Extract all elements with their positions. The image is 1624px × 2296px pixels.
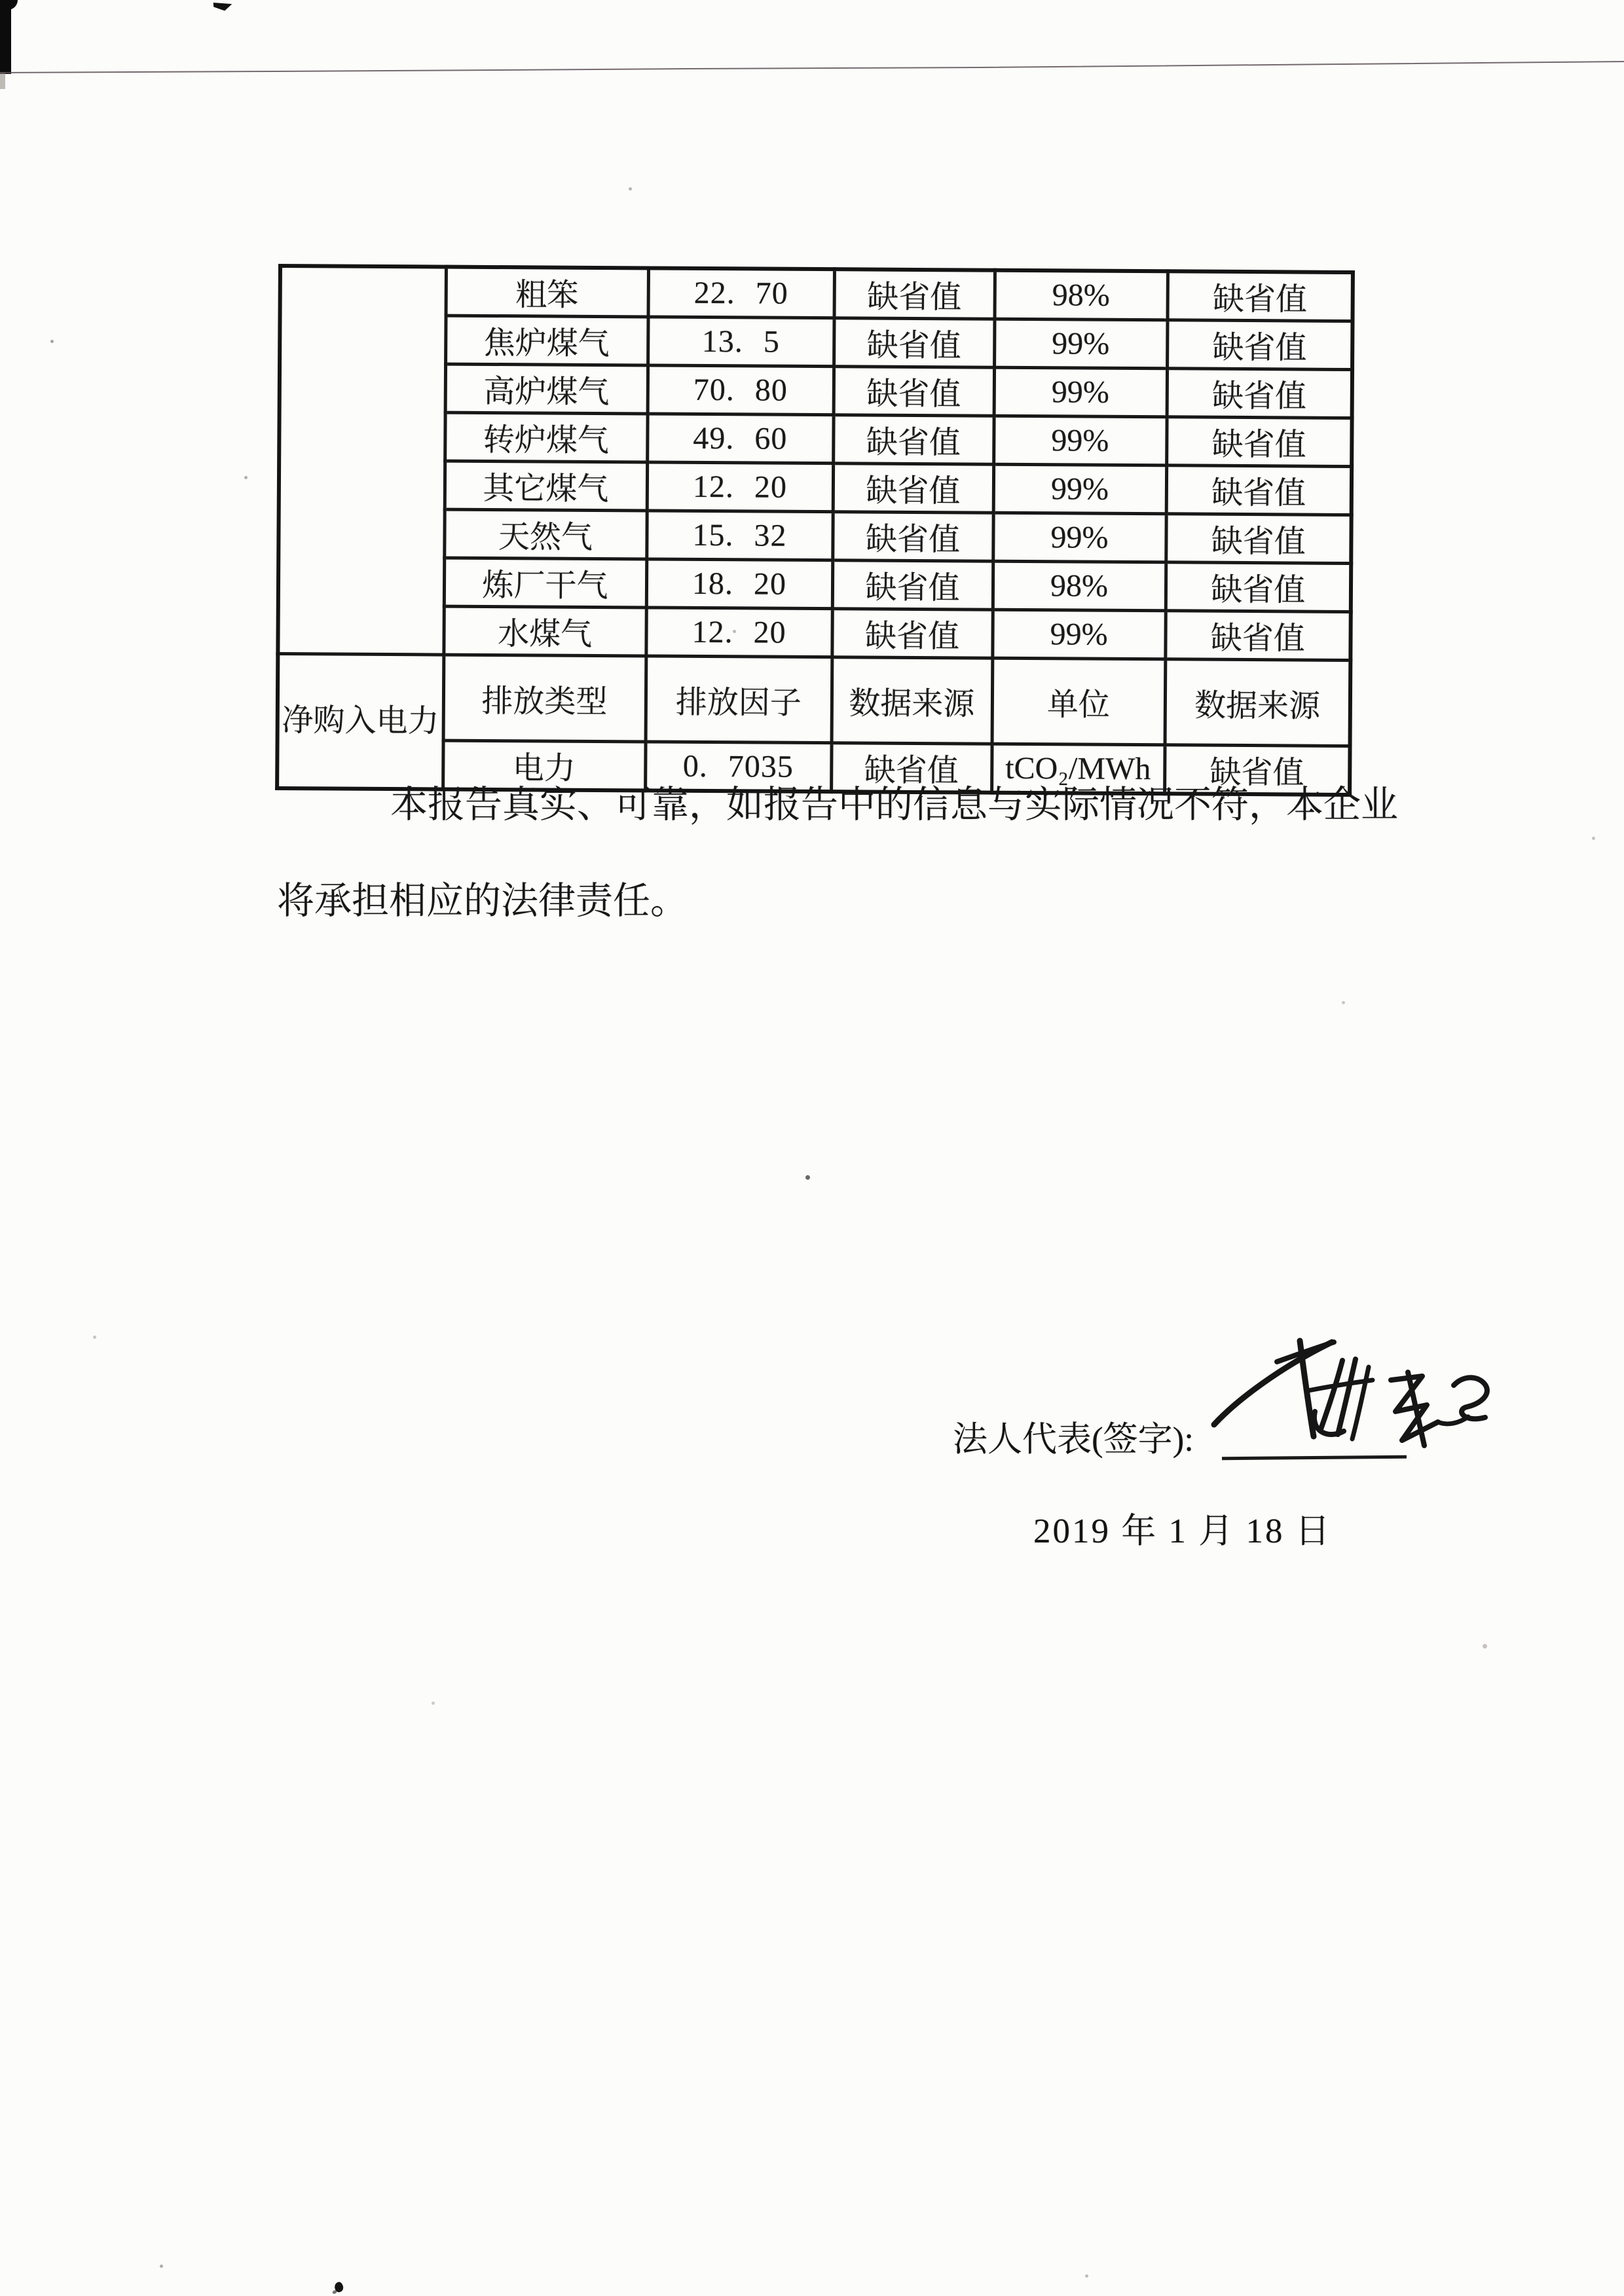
rate-source-cell: 缺省值 (1168, 271, 1353, 321)
emission-type-cell: 电力 (443, 740, 645, 790)
fuel-value-cell: 70. 80 (648, 365, 834, 415)
value-source-cell: 缺省值 (833, 464, 993, 513)
scan-speckles (0, 0, 2, 2)
value-source-cell: 缺省值 (834, 269, 995, 319)
oxidation-rate-cell: 99% (994, 367, 1167, 417)
value-source-cell: 缺省值 (832, 609, 992, 658)
factor-source-cell: 缺省值 (1164, 745, 1350, 795)
rate-source-cell: 缺省值 (1166, 562, 1351, 612)
col-header-emission-type: 排放类型 (443, 655, 646, 742)
scan-fold-line (0, 0, 1624, 85)
rate-source-cell: 缺省值 (1167, 369, 1352, 418)
electricity-header-row (278, 654, 1351, 746)
handwritten-signature (1204, 1320, 1506, 1472)
fuel-value-cell: 49. 60 (647, 414, 833, 464)
rate-source-cell: 缺省值 (1165, 611, 1350, 661)
legal-statement (277, 783, 1413, 924)
report-date: 2019 年 1 月 18 日 (1033, 1512, 1332, 1550)
rate-source-cell: 缺省值 (1167, 320, 1352, 370)
col-header-unit: 单位 (992, 658, 1166, 745)
fuel-name-cell: 转炉煤气 (445, 412, 647, 462)
fuel-value-cell: 18. 20 (646, 559, 832, 609)
statement-line-1: 本报告真实、可靠，如报告中的信息与实际情况不符，本企业 (390, 784, 1398, 826)
fuel-group-cell-empty (278, 266, 446, 655)
col-header-data-source: 数据来源 (1165, 659, 1351, 746)
unit-cell: tCO₂/MWh (991, 744, 1164, 793)
emission-factor-cell: 0. 7035 (645, 742, 831, 792)
value-source-cell: 缺省值 (833, 415, 993, 464)
fuel-name-cell: 粗笨 (446, 267, 648, 317)
value-source-cell: 缺省值 (832, 560, 993, 610)
rate-source-cell: 缺省值 (1166, 514, 1351, 564)
value-source-cell: 缺省值 (832, 512, 993, 561)
rate-source-cell: 缺省值 (1166, 417, 1352, 467)
fuel-name-cell: 天然气 (444, 509, 646, 559)
oxidation-rate-cell: 99% (993, 464, 1166, 514)
oxidation-rate-cell: 99% (992, 610, 1165, 659)
fuel-name-cell: 其它煤气 (445, 461, 647, 511)
value-source-cell: 缺省值 (834, 318, 994, 367)
emission-factor-table (275, 264, 1355, 797)
statement-line-2: 将承担相应的法律责任。 (277, 881, 688, 922)
fuel-name-cell: 焦炉煤气 (445, 316, 648, 365)
fuel-value-cell: 15. 32 (646, 511, 832, 560)
table-row (280, 266, 1353, 321)
fuel-value-cell: 12. 20 (647, 462, 833, 512)
rate-source-cell: 缺省值 (1166, 465, 1352, 515)
factor-source-cell: 缺省值 (831, 743, 991, 793)
fuel-name-cell: 水煤气 (443, 606, 646, 656)
col-header-emission-factor: 排放因子 (646, 656, 832, 743)
col-header-data-source: 数据来源 (832, 657, 993, 744)
scan-ink-blob (333, 2281, 344, 2293)
fuel-name-cell: 高炉煤气 (445, 364, 648, 414)
oxidation-rate-cell: 98% (993, 561, 1166, 611)
value-source-cell: 缺省值 (834, 367, 994, 416)
fuel-value-cell: 13. 5 (648, 317, 834, 367)
oxidation-rate-cell: 98% (995, 270, 1168, 320)
row-group-label: 净购入电力 (277, 654, 443, 790)
fuel-value-cell: 12. 20 (646, 608, 832, 657)
fuel-name-cell: 炼厂干气 (444, 558, 646, 608)
oxidation-rate-cell: 99% (993, 416, 1166, 465)
oxidation-rate-cell: 99% (993, 513, 1166, 562)
legal-representative-signature-label: 法人代表(签字): (953, 1421, 1194, 1459)
oxidation-rate-cell: 99% (994, 319, 1167, 369)
fuel-value-cell: 22. 70 (648, 268, 834, 318)
